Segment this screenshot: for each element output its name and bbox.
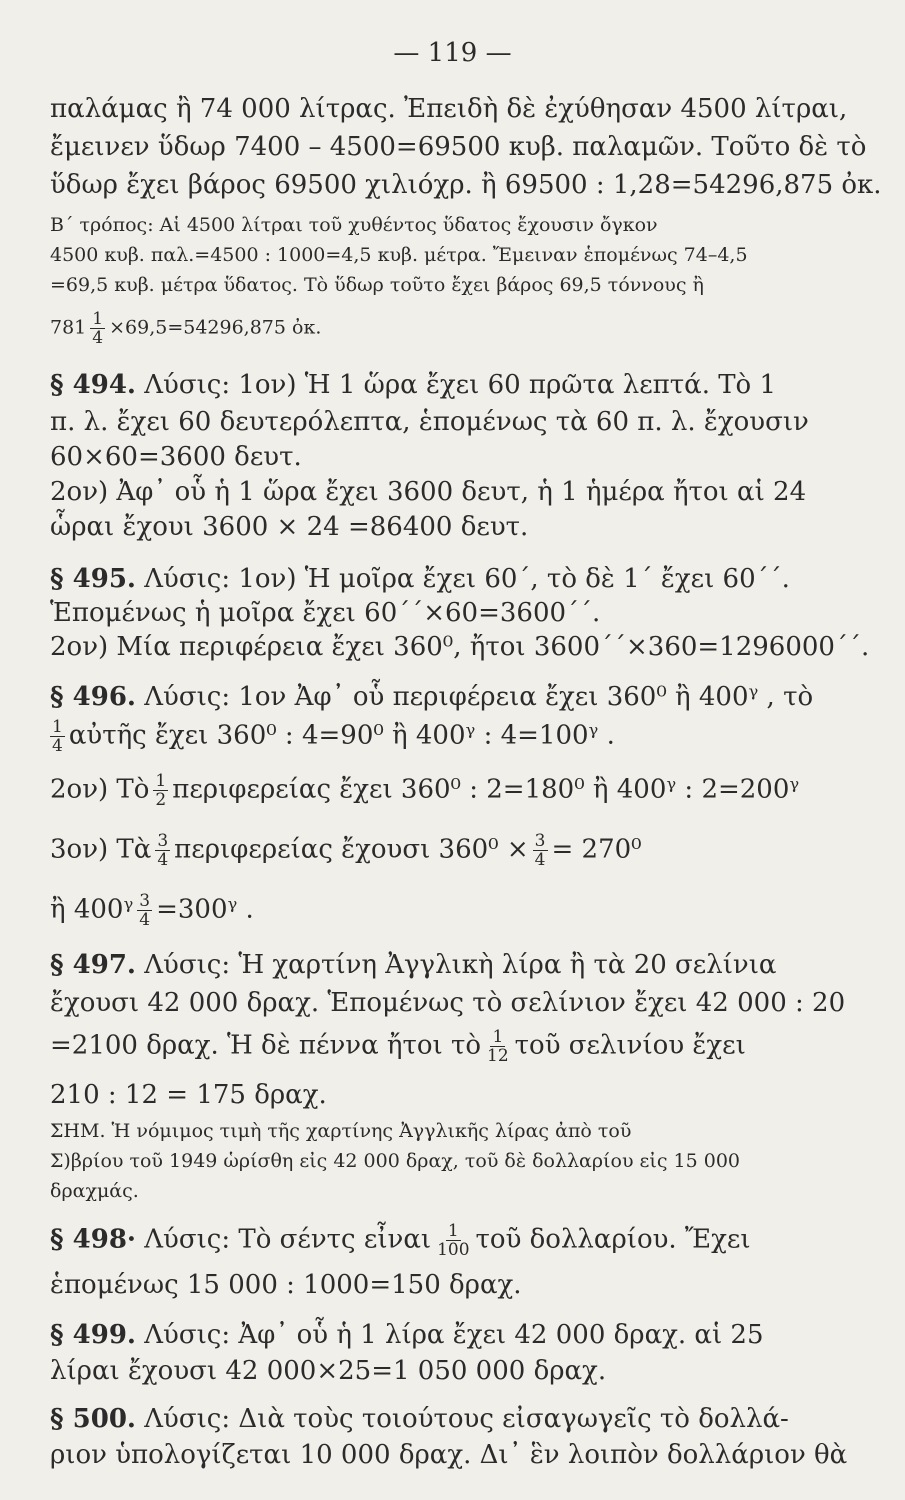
text-line: π. λ. ἔχει 60 δευτερόλεπτα, ἑπομένως τὰ 60 π. λ. ἔχουσιν bbox=[50, 407, 809, 437]
item-label: 3ον) Τὰ bbox=[50, 834, 152, 865]
text-line-small: δραχμάς. bbox=[50, 1180, 139, 1202]
section-number: § 495. bbox=[50, 564, 136, 594]
text-line: ριον ὑπολογίζεται 10 000 δραχ. Δι᾽ ἓν λοιπὸν δολλάριον θὰ bbox=[50, 1440, 848, 1470]
text-line-small: =69,5 κυβ. μέτρα ὕδατος. Τὸ ὕδωρ τοῦτο ἔχει βάρος 69,5 τόννους ἢ bbox=[50, 274, 704, 296]
text-line-rest: αὐτῆς ἔχει 360⁰ : 4=90⁰ ἢ 400ᵞ : 4=100ᵞ . bbox=[68, 720, 615, 751]
text-line-rest: Λύσις: Διὰ τοὺς τοιούτους εἰσαγωγεῖς τὸ δολλά- bbox=[144, 1404, 789, 1434]
text-line-rest: τοῦ δολλαρίου. Ἔχει bbox=[475, 1224, 751, 1255]
text-line bbox=[50, 680, 869, 714]
section-number: § 499. bbox=[50, 1320, 136, 1350]
text-line-part: Λύσις: Τὸ σέντς εἶναι bbox=[144, 1224, 432, 1255]
fraction bbox=[435, 1222, 471, 1259]
text-line: 2ον) Ἀφ᾽ οὗ ἡ 1 ὥρα ἔχει 3600 δευτ, ἡ 1 ἡμέρα ἤτοι αἱ 24 bbox=[50, 477, 807, 507]
fraction-denominator: 4 bbox=[92, 328, 104, 348]
text-line bbox=[50, 772, 869, 809]
fraction bbox=[137, 892, 152, 929]
fraction bbox=[90, 310, 105, 347]
fraction-denominator: 4 bbox=[139, 910, 151, 930]
fraction-numerator: 1 bbox=[492, 1027, 504, 1047]
text-line-small bbox=[50, 310, 869, 347]
text-line bbox=[50, 1028, 869, 1065]
fraction-denominator: 2 bbox=[155, 790, 167, 810]
fraction-numerator: 1 bbox=[92, 309, 104, 329]
section-number: § 497. bbox=[50, 950, 136, 980]
fraction bbox=[155, 832, 170, 869]
section-number: § 498· bbox=[50, 1224, 136, 1255]
number-label: 781 bbox=[50, 316, 87, 339]
text-line-small: Β΄ τρόπος: Αἱ 4500 λίτραι τοῦ χυθέντος ὕδατος ἔχουσιν ὄγκον bbox=[50, 214, 658, 236]
fraction-denominator: 12 bbox=[487, 1046, 509, 1066]
text-line: 60×60=3600 δευτ. bbox=[50, 442, 302, 472]
section-number: § 494. bbox=[50, 370, 136, 400]
text-line bbox=[50, 562, 869, 596]
text-line-rest: ×69,5=54296,875 ὀκ. bbox=[109, 316, 322, 339]
section-number: § 496. bbox=[50, 682, 136, 712]
text-line-rest: Λύσις: Ἀφ᾽ οὗ ἡ 1 λίρα ἔχει 42 000 δραχ. αἱ 25 bbox=[144, 1320, 764, 1350]
fraction-numerator: 1 bbox=[155, 771, 167, 791]
text-line bbox=[50, 892, 869, 929]
fraction-numerator: 3 bbox=[139, 891, 151, 911]
fraction-numerator: 1 bbox=[52, 717, 63, 737]
text-line: ὕδωρ ἔχει βάρος 69500 χιλιόχρ. ἢ 69500 : 1,28=54296,875 ὀκ. bbox=[50, 170, 882, 200]
text-line-rest: Λύσις: Ἡ χαρτίνη Ἀγγλικὴ λίρα ἢ τὰ 20 σελίνια bbox=[144, 950, 777, 980]
fraction-denominator: 100 bbox=[437, 1240, 470, 1260]
item-label: ἢ 400ᵞ bbox=[50, 894, 134, 925]
fraction-numerator: 1 bbox=[447, 1221, 459, 1241]
text-line: ἔχουσι 42 000 δραχ. Ἑπομένως τὸ σελίνιον ἔχει 42 000 : 20 bbox=[50, 988, 846, 1018]
text-line-rest: τοῦ σελινίου ἔχει bbox=[514, 1030, 746, 1061]
fraction bbox=[50, 718, 65, 755]
text-line: ἑπομένως 15 000 : 1000=150 δραχ. bbox=[50, 1270, 522, 1300]
text-line-rest: περιφερείας ἔχουσι 360⁰ × bbox=[174, 834, 529, 865]
item-label: 2ον) Τὸ bbox=[50, 774, 150, 805]
fraction-denominator: 4 bbox=[52, 736, 63, 756]
text-line bbox=[50, 1402, 869, 1436]
text-line-rest: περιφερείας ἔχει 360⁰ : 2=180⁰ ἢ 400ᵞ : 2=200ᵞ bbox=[172, 774, 800, 805]
fraction-denominator: 4 bbox=[157, 850, 169, 870]
text-line-rest: =300ᵞ . bbox=[156, 894, 254, 925]
text-line-small: 4500 κυβ. παλ.=4500 : 1000=4,5 κυβ. μέτρα. Ἔμειναν ἑπομένως 74–4,5 bbox=[50, 244, 748, 266]
text-line-rest: Λύσις: 1ον) Ἡ μοῖρα ἔχει 60΄, τὸ δὲ 1΄ ἔχει 60΄΄. bbox=[144, 564, 790, 594]
text-line bbox=[50, 948, 869, 982]
text-line-small: ΣΗΜ. Ἡ νόμιμος τιμὴ τῆς χαρτίνης Ἀγγλικῆς λίρας ἀπὸ τοῦ bbox=[50, 1120, 632, 1142]
fraction-denominator: 4 bbox=[534, 850, 546, 870]
text-line-rest: Λύσις: 1ον) Ἡ 1 ὥρα ἔχει 60 πρῶτα λεπτά. Τὸ 1 bbox=[144, 370, 777, 400]
text-line: 2ον) Μία περιφέρεια ἔχει 360⁰, ἤτοι 3600΄΄×360=1296000΄΄. bbox=[50, 632, 870, 662]
text-line-part: =2100 δραχ. Ἡ δὲ πέννα ἤτοι τὸ bbox=[50, 1030, 482, 1061]
fraction bbox=[153, 772, 168, 809]
text-line-rest: Λύσις: 1ον Ἀφ᾽ οὗ περιφέρεια ἔχει 360⁰ ἢ 400ᵞ , τὸ bbox=[144, 682, 814, 712]
text-line bbox=[50, 718, 869, 755]
text-line bbox=[50, 368, 869, 402]
text-line bbox=[50, 1222, 869, 1259]
text-line bbox=[50, 832, 869, 869]
text-line: παλάμας ἢ 74 000 λίτρας. Ἐπειδὴ δὲ ἐχύθησαν 4500 λίτραι, bbox=[50, 94, 848, 124]
text-line: λίραι ἔχουσι 42 000×25=1 050 000 δραχ. bbox=[50, 1356, 607, 1386]
fraction-numerator: 3 bbox=[534, 831, 546, 851]
text-line bbox=[50, 1318, 869, 1352]
section-number: § 500. bbox=[50, 1404, 136, 1434]
fraction-numerator: 3 bbox=[157, 831, 169, 851]
fraction bbox=[533, 832, 548, 869]
page-number: — 119 — bbox=[393, 38, 512, 68]
text-line: 210 : 12 = 175 δραχ. bbox=[50, 1080, 327, 1110]
text-line: Ἑπομένως ἡ μοῖρα ἔχει 60΄΄×60=3600΄΄. bbox=[50, 598, 601, 628]
text-line: ὧραι ἔχουι 3600 × 24 =86400 δευτ. bbox=[50, 512, 529, 542]
text-line-rest: = 270⁰ bbox=[551, 834, 642, 865]
text-line: ἔμεινεν ὕδωρ 7400 – 4500=69500 κυβ. παλαμῶν. Τοῦτο δὲ τὸ bbox=[50, 132, 867, 162]
text-line-small: Σ)βρίου τοῦ 1949 ὡρίσθη εἰς 42 000 δραχ, τοῦ δὲ δολλαρίου εἰς 15 000 bbox=[50, 1150, 740, 1172]
fraction bbox=[485, 1028, 511, 1065]
